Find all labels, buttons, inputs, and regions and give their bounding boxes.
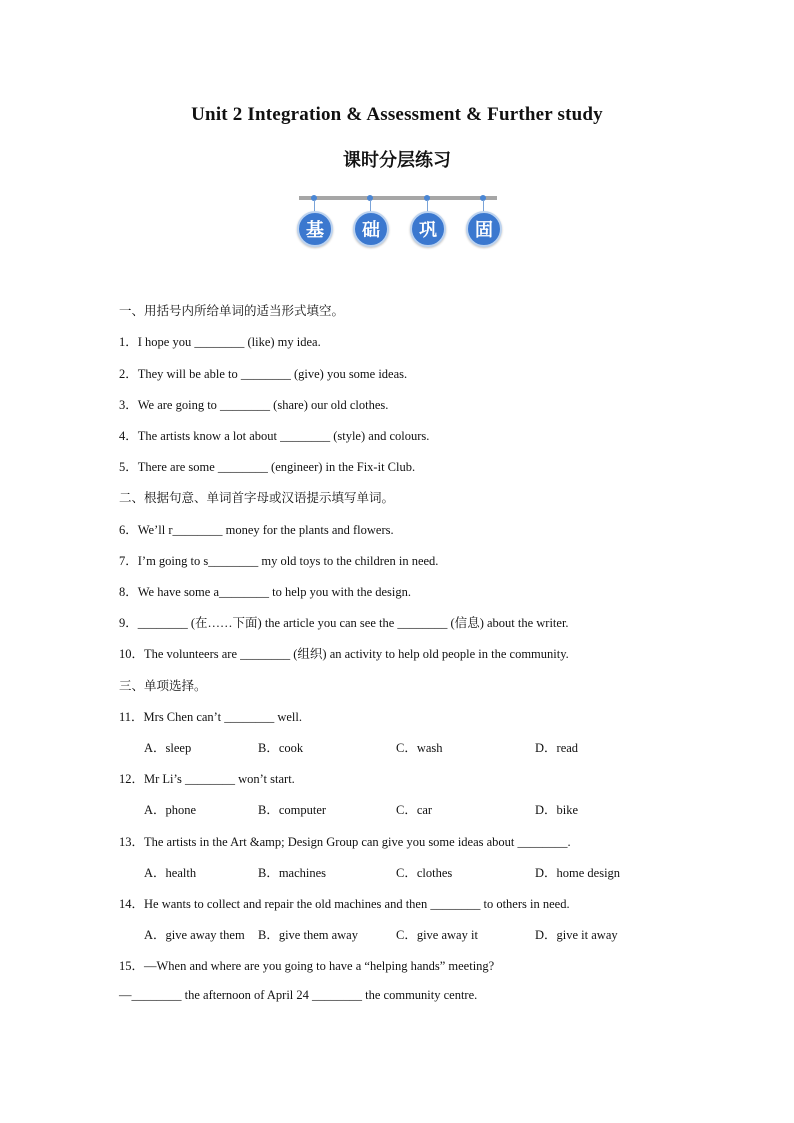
option-a: A．sleep <box>144 741 192 755</box>
option-d: D．bike <box>535 803 579 817</box>
option-a: A．phone <box>144 803 197 817</box>
question-3: 3．We are going to ________ (share) our old clothes. <box>119 398 389 412</box>
option-c: C．wash <box>396 741 443 755</box>
section-heading-1: 一、用括号内所给单词的适当形式填空。 <box>119 303 345 318</box>
question-6: 6．We’ll r________ money for the plants and flowers. <box>119 523 394 537</box>
page-subtitle: 课时分层练习 <box>343 150 451 171</box>
option-c: C．give away it <box>396 928 478 942</box>
question-13: 13．The artists in the Art &amp; Design Group can give you some ideas about ________. <box>119 835 571 849</box>
option-c: C．clothes <box>396 866 453 880</box>
option-b: B．cook <box>258 741 304 755</box>
option-d: D．give it away <box>535 928 618 942</box>
question-12: 12．Mr Li’s ________ won’t start. <box>119 772 295 786</box>
question-4: 4．The artists know a lot about ________ (style) and colours. <box>119 429 430 443</box>
banner-char-1: 基 <box>297 211 333 247</box>
question-15-answer-line: —________ the afternoon of April 24 ________ the community centre. <box>119 988 478 1002</box>
banner-char-2: 础 <box>353 211 389 247</box>
question-10: 10．The volunteers are ________ (组织) an activity to help old people in the community. <box>119 647 569 661</box>
option-a: A．health <box>144 866 197 880</box>
question-1: 1．I hope you ________ (like) my idea. <box>119 335 321 349</box>
option-b: B．computer <box>258 803 327 817</box>
question-9: 9．________ (在……下面) the article you can see the ________ (信息) about the writer. <box>119 616 569 630</box>
question-2: 2．They will be able to ________ (give) you some ideas. <box>119 367 408 381</box>
question-8: 8．We have some a________ to help you with the design. <box>119 585 411 599</box>
option-b: B．give them away <box>258 928 358 942</box>
banner-bar <box>299 196 497 200</box>
option-a: A．give away them <box>144 928 245 942</box>
section-heading-2: 二、根据句意、单词首字母或汉语提示填写单词。 <box>119 490 395 505</box>
question-7: 7．I’m going to s________ my old toys to the children in need. <box>119 554 439 568</box>
option-d: D．home design <box>535 866 621 880</box>
section-banner <box>297 194 499 254</box>
page-title: Unit 2 Integration & Assessment & Further study <box>191 104 603 125</box>
banner-char-3: 巩 <box>410 211 446 247</box>
question-11: 11．Mrs Chen can’t ________ well. <box>119 710 302 724</box>
option-c: C．car <box>396 803 433 817</box>
banner-char-4: 固 <box>466 211 502 247</box>
option-b: B．machines <box>258 866 327 880</box>
question-15: 15．—When and where are you going to have a “helping hands” meeting? <box>119 959 495 973</box>
option-d: D．read <box>535 741 579 755</box>
section-heading-3: 三、单项选择。 <box>119 678 207 693</box>
question-14: 14．He wants to collect and repair the old machines and then ________ to others in need. <box>119 897 570 911</box>
question-5: 5．There are some ________ (engineer) in the Fix-it Club. <box>119 460 416 474</box>
